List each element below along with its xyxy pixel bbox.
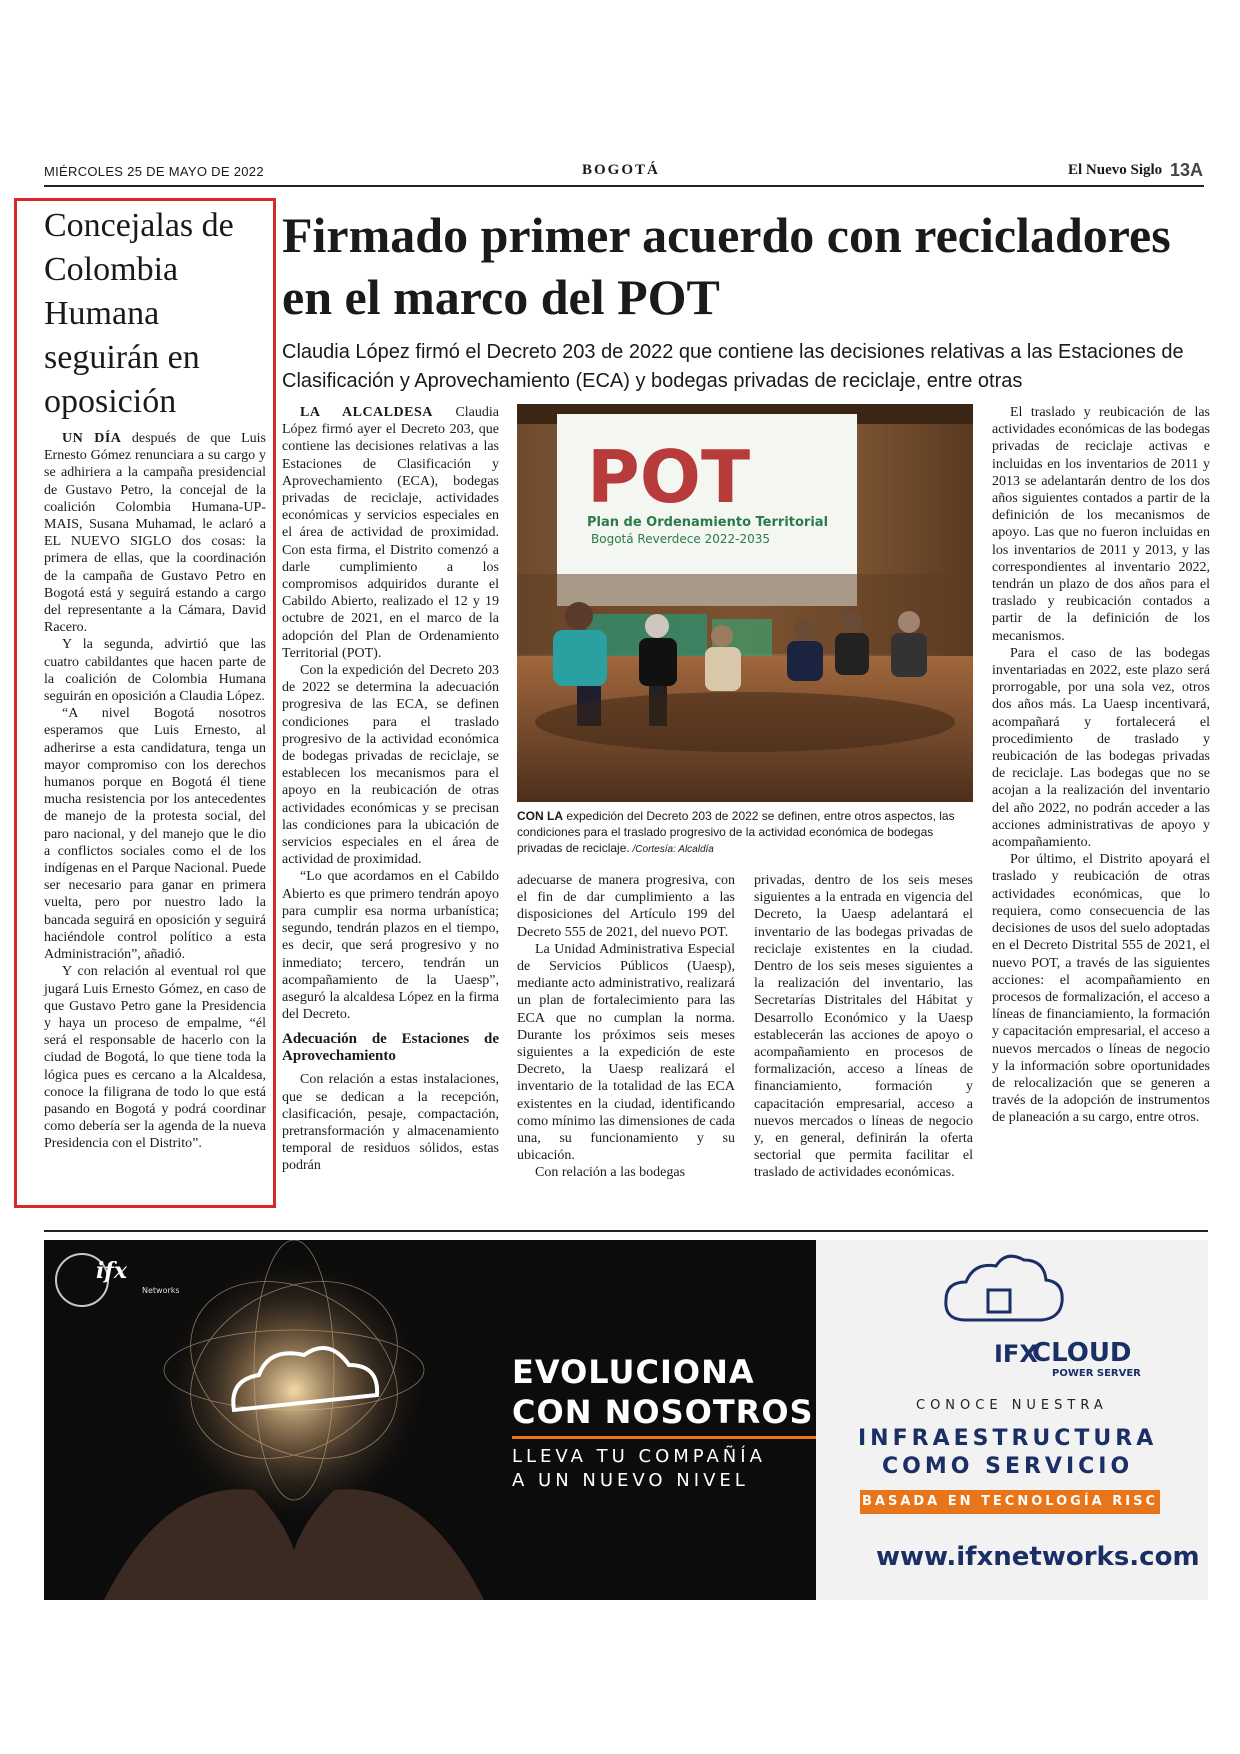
left-story-lead: UN DÍA — [62, 431, 122, 446]
article-paragraph: Para el caso de las bodegas inventariadas en 2022, este plazo será prorrogable, por una sola vez, otros dos años más. La Uaesp incentivará, acompañará y fortalecerá el procedimiento de traslado y reubicación de las bodegas privadas de reciclaje. Las bodegas que no se acojan a la realización del inventario del año 2022, no podrán acceder a las acciones administrativas de apoyo y acompañamiento. — [992, 645, 1210, 851]
left-story-title: Concejalas de Colombia Humana seguirán en oposición — [44, 207, 234, 420]
ifx-advertisement[interactable] — [44, 1240, 1208, 1600]
left-story-paragraph — [44, 430, 266, 636]
issue-date: MIÉRCOLES 25 DE MAYO DE 2022 — [44, 164, 264, 179]
ad-infra-line-1: INFRAESTRUCTURA — [858, 1426, 1158, 1451]
event-photo-illustration — [517, 404, 973, 802]
caption-text: expedición del Decreto 203 de 2022 se definen, entre otros aspectos, las condiciones para el traslado progresivo de la actividad económica de bodegas privadas de reciclaje. — [517, 809, 955, 855]
photo-caption — [517, 808, 973, 858]
main-headline: Firmado primer acuerdo con recicladores en el marco del POT — [282, 207, 1171, 325]
main-subhead: Claudia López firmó el Decreto 203 de 2022 que contiene las decisiones relativas a las Estaciones de Clasificación y Aprovechamiento (ECA) y bodegas privadas de reciclaje, entre otras — [282, 341, 1184, 392]
photo-credit: /Cortesía: Alcaldía — [629, 844, 714, 855]
newspaper-name: El Nuevo Siglo — [1068, 162, 1163, 178]
screen-line-2: Bogotá Reverdece 2022-2035 — [591, 532, 770, 546]
caption-lead: CON LA — [517, 809, 563, 823]
article-subtitle: Adecuación de Estaciones de Aprovechamiento — [282, 1031, 499, 1065]
article-paragraph: Con relación a las bodegas — [535, 1165, 686, 1181]
ifx-logo-text: ifx — [96, 1258, 127, 1284]
article-column-2 — [517, 872, 735, 1182]
ad-tagline-line-2: A UN NUEVO NIVEL — [512, 1470, 749, 1491]
ad-slogan-line-2: CON NOSOTROS — [512, 1393, 814, 1431]
article-paragraph: Con relación a estas instalaciones, que se dedican a la recepción, clasificación, pesaje, compactación, pretransformación y almacenamiento temporal de residuos sólidos, estas podrán — [282, 1072, 499, 1174]
left-story-body — [44, 430, 266, 1153]
article-lead: LA ALCALDESA — [300, 405, 433, 420]
event-photo — [517, 404, 973, 802]
ad-right-panel — [44, 1240, 698, 1600]
article-text: Claudia López firmó ayer el Decreto 203, que contiene las decisiones relativas a las Estaciones de Clasificación y Aprovechamiento (ECA), bodegas privadas de reciclaje, actividades económicas y servicios especiales en el área de actividad de proximidad. Con esta firma, el Distrito comenzó a darle cumplimiento a los compromisos adquiridos durante el Cabildo Abierto, realizado el 12 y 19 octubre de 2021, en el marco de la adopción del Plan de Ordenamiento Territorial (POT). — [282, 405, 499, 661]
article-column-4 — [992, 404, 1210, 1127]
ad-slogan-line-1: EVOLUCIONA — [512, 1353, 755, 1391]
ad-conoce-text: CONOCE NUESTRA — [916, 1398, 1108, 1413]
article-paragraph: adecuarse de manera progresiva, con el fin de dar cumplimiento a las disposiciones del Artículo 199 del Decreto 555 de 2021, del nuevo POT. — [517, 873, 735, 940]
ad-tagline-line-1: LLEVA TU COMPAÑÍA — [512, 1446, 766, 1467]
article-column-3 — [754, 872, 973, 1182]
article-column-1 — [282, 404, 499, 1175]
left-story-paragraph: Y con relación al eventual rol que jugará Luis Ernesto Gómez, en caso de que Gustavo Petro gane la Presidencia y haya un proceso de empalme, “él será el responsable de hacerlo con la ciudad de Bogotá, lo que tiene toda la lógica pues es cercano a la Alcaldesa, conoce la filigrana de todo lo que está pasando en Bogotá y podrá coordinar como debería ser la agenda de la nueva Presidencia con el Distrito”. — [44, 964, 266, 1152]
section-name: BOGOTÁ — [582, 162, 660, 178]
left-story-paragraph: Y la segunda, advirtió que las cuatro cabildantes que hacen parte de la coalición de Colombia Humana seguirán en oposición a Claudia López. — [44, 637, 266, 705]
article-paragraph: La Unidad Administrativa Especial de Servicios Públicos (Uaesp), mediante acto administrativo, realizará un plan de fortalecimiento para las ECA que no cumplan la norma. Durante los próximos seis meses siguientes a la expedición de este Decreto, la Uaesp realizará el inventario de la totalidad de las ECA existentes en la ciudad, identificando como mínimo las dimensiones de cada una, su funcionamiento y su ubicación. — [517, 941, 735, 1164]
ad-risc-badge: BASADA EN TECNOLOGÍA RISC — [860, 1490, 1160, 1514]
header-rule — [44, 185, 1204, 187]
left-story-paragraph: “A nivel Bogotá nosotros esperamos que Luis Ernesto, al adherirse a esta candidatura, tenga un mayor compromiso con los derechos humanos porque en Bogotá él tiene mucha resistencia por los antecedentes de manejo de la protesta social, del paro nacional, y del manejo que le dio a conflictos sociales como el de los indígenas en el Parque Nacional. Puede ser necesario para ganar en primera vuelta, pero por nuestro lado la bancada seguirá en oposición y seguirá haciéndole control político a esta Administración”, añadió. — [44, 706, 266, 963]
article-paragraph — [282, 404, 499, 662]
ifx-cloud-brand-b: CLOUD — [1032, 1338, 1132, 1368]
screen-line-1: Plan de Ordenamiento Territorial — [587, 515, 829, 530]
article-paragraph: “Lo que acordamos en el Cabildo Abierto es que primero tendrán apoyo para cumplir esa norma urbanística; segundo, tendrán plazos en el tiempo, es decir, que será progresivo y no inmediato; tercero, tendrán un acompañamiento de la Uaesp”, aseguró la alcaldesa López en la firma del Decreto. — [282, 869, 499, 1023]
ad-separator-rule — [44, 1230, 1208, 1232]
article-paragraph: El traslado y reubicación de las actividades económicas de las bodegas privadas de reciclaje activas e incluidas en los inventarios de 2011 y 2013 se adelantarán dentro de los dos años siguientes contados a partir de la definición de los mecanismos de apoyo. Las que no fueron incluidas en los inventarios de 2011 y 2013, y las correspondientes al inventario 2022, tendrán un plazo de dos años para el traslado y reubicación contados a partir de la definición de los mecanismos. — [992, 405, 1210, 644]
page-number: 13A — [1170, 160, 1204, 180]
screen-pot-text: POT — [587, 435, 751, 519]
ifx-cloud-brand-a: IFX — [994, 1340, 1038, 1368]
ad-website-link[interactable]: www.ifxnetworks.com — [876, 1542, 1200, 1572]
article-paragraph: Con la expedición del Decreto 203 de 2022 se determina la adecuación progresiva de las ECA, se definen condiciones para el traslado progresivo de la actividad económica de bodegas privadas de reciclaje, se establecen los mecanismos para el apoyo en la reubicación de otras actividades económicas y se precisan las condiciones para la ubicación de servicios especiales en el área de actividad de proximidad. — [282, 663, 499, 868]
ad-infra-line-2: COMO SERVICIO — [882, 1454, 1134, 1479]
article-paragraph: privadas, dentro de los seis meses siguientes a la entrada en vigencia del Decreto, la Uaesp adelantará el inventario de las bodegas privadas de reciclaje existentes en la ciudad. Dentro de los seis meses siguientes a la realización del inventario, las Secretarías Distritales del Hábitat y Desarrollo Económico y la Uaesp establecerán las acciones de apoyo o acompañamiento en procesos de formalización, acceso a líneas de financiamiento, formación y capacitación empresarial, acceso a nuevos mercados o líneas de negocio y, en general, definirán la oferta sectorial que permita facilitar el traslado de actividades económicas. — [754, 873, 973, 1181]
article-paragraph: Por último, el Distrito apoyará el traslado y reubicación de otras actividades económicas, que lo requiera, como consecuencia de las decisiones de usos del suelo adoptadas en el Decreto Distrital 555 de 2021, el nuevo POT, a través de las siguientes acciones: el acompañamiento en procesos de formalización, el acceso a líneas de financiamiento, la formación y capacitación empresarial, el acceso a nuevos mercados o líneas de negocio y la información sobre oportunidades de relocalización que se generen a través de la adopción de instrumentos de planeación a su cargo, entre otros. — [992, 852, 1210, 1126]
left-story-text: después de que Luis Ernesto Gómez renunciara a su cargo y se adhiriera a la campaña presidencial de Gustavo Petro, la concejal de la coalición Colombia Humana-UP-MAIS, Susana Muhamad, le aclaró a EL NUEVO SIGLO dos cosas: la primera de ellas, que la coordinación de la campaña de Gustavo Petro en Bogotá está y seguirá estando a cargo del representante a la Cámara, David Racero. — [44, 431, 266, 636]
ifx-cloud-brand-c: POWER SERVER — [1052, 1368, 1141, 1379]
ifx-logo-subtext: Networks — [142, 1286, 180, 1295]
